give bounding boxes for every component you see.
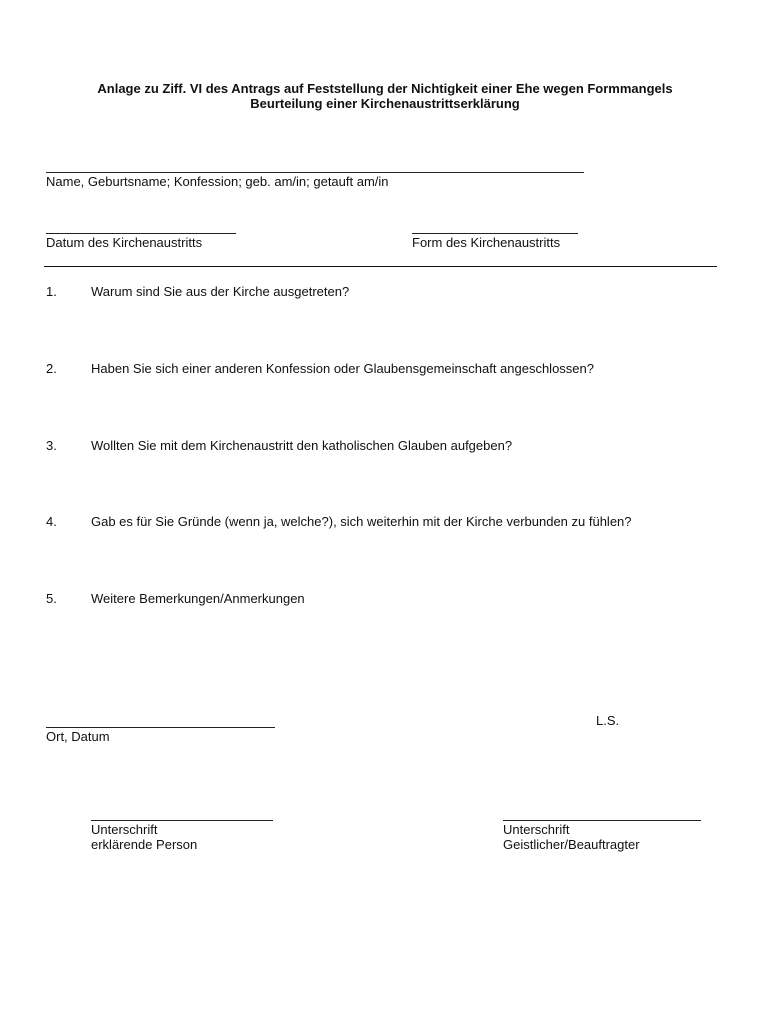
signature-right-line[interactable] <box>503 820 701 821</box>
signature-right-label: Unterschrift <box>503 822 570 837</box>
document-title: Anlage zu Ziff. VI des Antrags auf Feststellung der Nichtigkeit einer Ehe wegen Formmangels <box>97 81 673 96</box>
exit-date-field-line[interactable] <box>46 233 236 234</box>
signature-right-role: Geistlicher/Beauftragter <box>503 837 640 852</box>
question-text: Warum sind Sie aus der Kirche ausgetreten? <box>91 284 350 299</box>
question-text: Wollten Sie mit dem Kirchenaustritt den katholischen Glauben aufgeben? <box>91 438 513 453</box>
place-date-label: Ort, Datum <box>46 729 110 744</box>
question-number: 5. <box>46 591 57 606</box>
question-number: 3. <box>46 438 57 453</box>
exit-date-field-label: Datum des Kirchenaustritts <box>46 235 203 250</box>
question-number: 4. <box>46 514 57 529</box>
section-divider <box>44 266 717 267</box>
exit-form-field-line[interactable] <box>412 233 578 234</box>
seal-label: L.S. <box>596 713 620 728</box>
exit-form-field-label: Form des Kirchenaustritts <box>412 235 561 250</box>
question-text: Haben Sie sich einer anderen Konfession oder Glaubensgemeinschaft angeschlossen? <box>91 361 594 376</box>
question-text: Weitere Bemerkungen/Anmerkungen <box>91 591 305 606</box>
signature-left-line[interactable] <box>91 820 273 821</box>
signature-left-role: erklärende Person <box>91 837 198 852</box>
name-field-label: Name, Geburtsname; Konfession; geb. am/in; getauft am/in <box>46 174 389 189</box>
question-number: 1. <box>46 284 57 299</box>
signature-left-label: Unterschrift <box>91 822 158 837</box>
question-number: 2. <box>46 361 57 376</box>
question-text: Gab es für Sie Gründe (wenn ja, welche?), sich weiterhin mit der Kirche verbunden zu fühlen? <box>91 514 632 529</box>
name-field-line[interactable] <box>46 172 584 173</box>
document-subtitle: Beurteilung einer Kirchenaustrittserklärung <box>250 96 520 111</box>
place-date-field-line[interactable] <box>46 727 275 728</box>
